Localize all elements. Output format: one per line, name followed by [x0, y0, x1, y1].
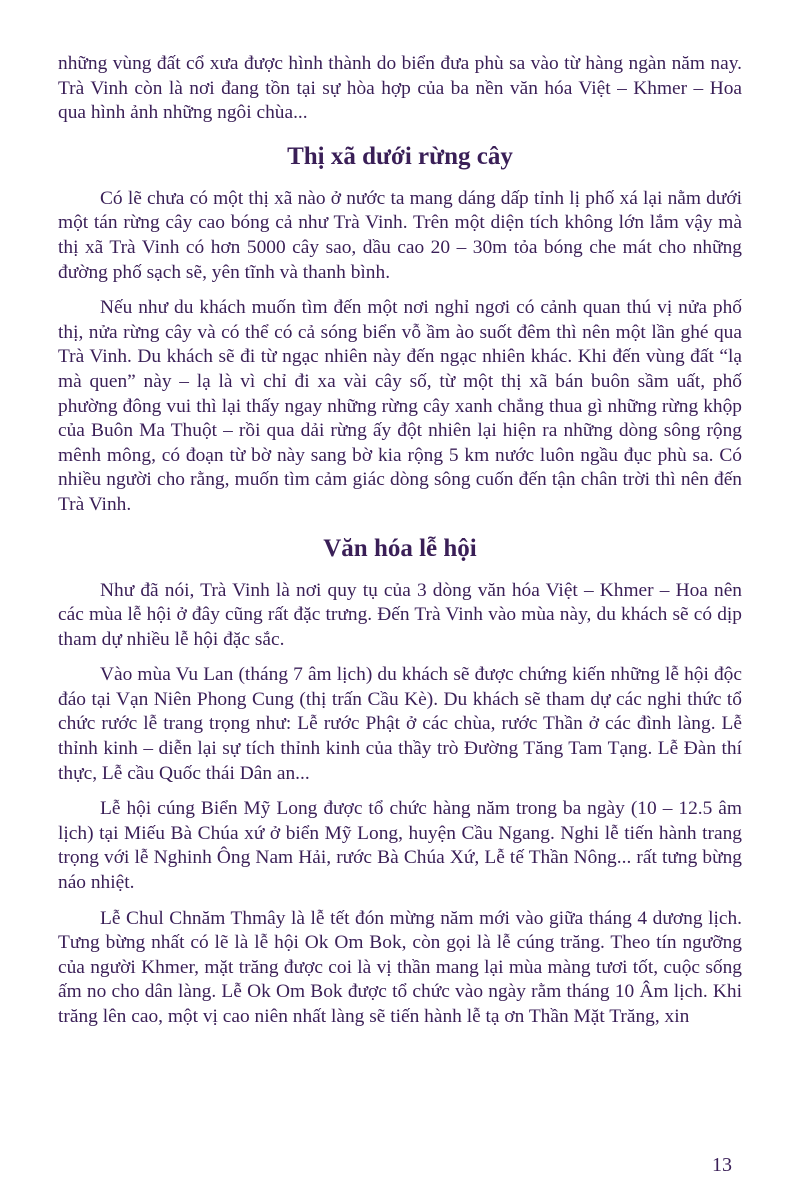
opening-paragraph: những vùng đất cổ xưa được hình thành do biển đưa phù sa vào từ hàng ngàn năm nay. Trà Vinh còn là nơi đang tồn tại sự hòa hợp của ba nền văn hóa Việt – Khmer – Hoa qua hình ảnh những ngôi chùa... — [58, 53, 742, 124]
page-content — [58, 52, 742, 1041]
page-number: 13 — [712, 1154, 732, 1176]
paragraph: Lễ Chul Chnăm Thmây là lễ tết đón mừng năm mới vào giữa tháng 4 dương lịch. Tưng bừng nhất có lẽ là lễ hội Ok Om Bok, còn gọi là lễ cúng trăng. Theo tín ngưỡng của người Khmer, mặt trăng được coi là vị thần mang lại mùa màng tươi tốt, cuộc sống ấm no cho dân làng. Lễ Ok Om Bok được tổ chức vào ngày rằm tháng 10 Âm lịch. Khi trăng lên cao, một vị cao niên nhất làng sẽ tiến hành lễ tạ ơn Thần Mặt Trăng, xin — [58, 907, 742, 1027]
paragraph: Vào mùa Vu Lan (tháng 7 âm lịch) du khách sẽ được chứng kiến những lễ hội độc đáo tại Vạn Niên Phong Cung (thị trấn Cầu Kè). Du khách sẽ tham dự các nghi thức tổ chức rước lễ trang trọng như: Lễ rước Phật ở các chùa, rước Thần ở các đình làng. Lễ thỉnh kinh – diễn lại sự tích thỉnh kinh của thầy trò Đường Tăng Tam Tạng. Lễ Đàn thí thực, Lễ cầu Quốc thái Dân an... — [58, 664, 742, 784]
section-title-town-under-forest: Thị xã dưới rừng cây — [287, 142, 513, 170]
paragraph: Như đã nói, Trà Vinh là nơi quy tụ của 3 dòng văn hóa Việt – Khmer – Hoa nên các mùa lễ hội ở đây cũng rất đặc trưng. Đến Trà Vinh vào mùa này, du khách sẽ có dịp tham dự nhiều lễ hội đặc sắc. — [58, 579, 742, 650]
paragraph: Nếu như du khách muốn tìm đến một nơi nghỉ ngơi có cảnh quan thú vị nửa phố thị, nửa rừng cây và có thể có cả sóng biển vỗ ầm ào suốt đêm thì nên một lần ghé qua Trà Vinh. Du khách sẽ đi từ ngạc nhiên này đến ngạc nhiên khác. Khi đến vùng đất “lạ mà quen” này – lạ là vì chỉ đi xa vài cây số, từ một thị xã bán buôn sầm uất, phố phường đông vui thì lại thấy ngay những rừng cây xanh chẳng thua gì những rừng khộp của Buôn Ma Thuột – rồi qua dải rừng ấy đột nhiên lại hiện ra những dòng sông rộng mênh mông, có đoạn từ bờ này sang bờ kia rộng 5 km nước luôn ngầu đục phù sa. Có nhiều người cho rằng, muốn tìm cảm giác dòng sông cuốn đến tận chân trời thì nên đến Trà Vinh. — [58, 297, 742, 515]
paragraph: Lễ hội cúng Biển Mỹ Long được tổ chức hàng năm trong ba ngày (10 – 12.5 âm lịch) tại Miếu Bà Chúa xứ ở biển Mỹ Long, huyện Cầu Ngang. Nghi lễ tiến hành trang trọng với lễ Nghinh Ông Nam Hải, rước Bà Chúa Xứ, Lễ tế Thần Nông... rất tưng bừng náo nhiệt. — [58, 798, 742, 894]
paragraph: Có lẽ chưa có một thị xã nào ở nước ta mang dáng dấp tỉnh lị phố xá lại nằm dưới một tán rừng cây cao bóng cả như Trà Vinh. Trên một diện tích không lớn lắm vậy mà thị xã Trà Vinh có hơn 5000 cây sao, dầu cao 20 – 30m tỏa bóng che mát cho những đường phố sạch sẽ, yên tĩnh và thanh bình. — [58, 187, 742, 283]
section-title-festival-culture: Văn hóa lễ hội — [323, 534, 477, 562]
